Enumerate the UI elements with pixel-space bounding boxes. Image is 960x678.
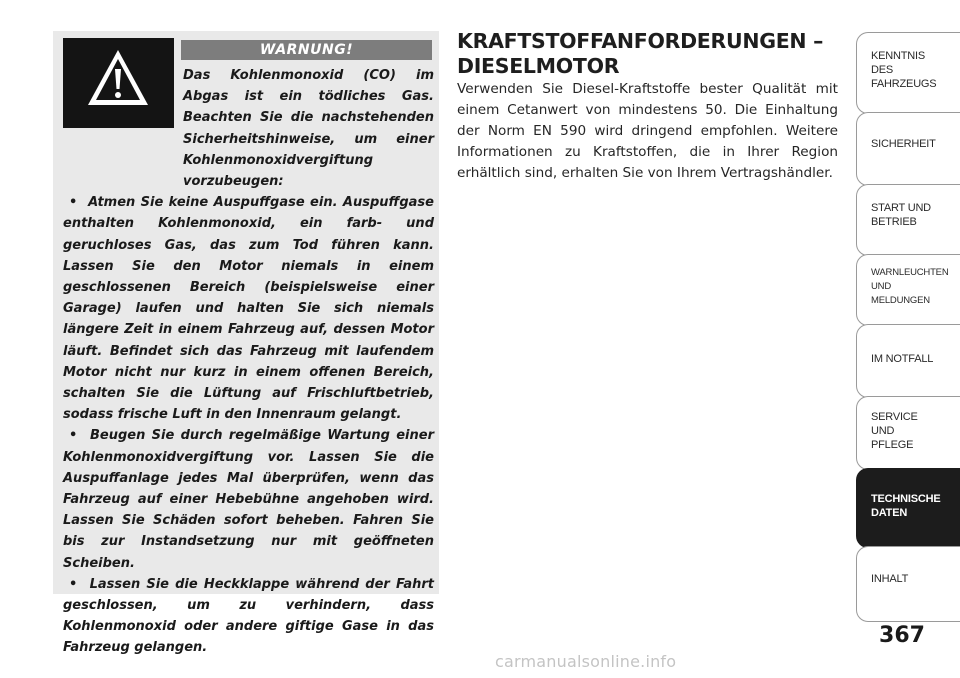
tab-start-und-betrieb[interactable] (856, 184, 960, 256)
tab-service-und-pflege[interactable] (856, 396, 960, 470)
tab-technische-daten[interactable] (856, 468, 960, 548)
tab-label: SICHERHEIT (871, 138, 936, 150)
tab-label: START UND BETRIEB (871, 202, 931, 228)
tab-kenntnis-des-fahrzeugs[interactable] (856, 32, 960, 114)
tab-label: WARNLEUCHTEN UND MELDUNGEN (871, 267, 949, 306)
warning-bullet: • Atmen Sie keine Auspuffgase ein. Auspuffgase enthalten Kohlenmonoxid, ein farb- und geruchloses Gas, das zum Tod führen kann. Lassen Sie den Motor niemals in einem geschlossenen Bereich (beispielsweise einer Garage) laufen und halten Sie sich niemals längere Zeit in einem Fahrzeug auf, dessen Motor läuft. Befindet sich das Fahrzeug mit laufendem Motor nicht nur kurz in einem offenen Bereich, schalten Sie die Lüftung auf Frischluftbetrieb, sodass frische Luft in den Innenraum gelangt. (63, 192, 434, 425)
section-title: KRAFTSTOFFANFORDERUNGEN – DIESELMOTOR (457, 29, 824, 78)
warning-bullet: • Beugen Sie durch regelmäßige Wartung einer Kohlenmonoxidvergiftung vor. Lassen Sie die Auspuffanlage jedes Mal überprüfen, wenn das Fahrzeug auf einer Hebebühne angehoben wird. Lassen Sie Schäden sofort beheben. Fahren Sie bis zur Instandsetzung nur mit geöffneten Scheiben. (63, 425, 434, 573)
warning-header: WARNUNG! (181, 40, 432, 60)
warning-intro: Das Kohlenmonoxid (CO) im Abgas ist ein tödliches Gas. Beachten Sie die nachstehenden Sicherheitshinweise, um einer Kohlenmonoxidvergiftung vorzubeugen: (183, 68, 434, 190)
warning-text (63, 65, 434, 659)
warning-box (53, 31, 439, 656)
tab-label: SERVICE UND PFLEGE (871, 411, 918, 451)
tab-label: KENNTNIS DES FAHRZEUGS (871, 50, 937, 90)
page-number: 367 (879, 623, 925, 648)
tab-im-notfall[interactable] (856, 324, 960, 398)
tab-label: TECHNISCHE DATEN (871, 493, 941, 519)
tab-inhalt[interactable] (856, 546, 960, 622)
tab-label: INHALT (871, 573, 909, 585)
section-body: Verwenden Sie Diesel-Kraftstoffe bester Qualität mit einem Cetanwert von mindestens 50. Die Einhaltung der Norm EN 590 wird dringend empfohlen. Weitere Informationen zu Kraftstoffen, die in Ihrer Region erhältlich sind, erhalten Sie von Ihrem Vertragshändler. (457, 81, 838, 181)
watermark: carmanualsonline.info (495, 652, 677, 671)
tab-warnleuchten-und-meldungen[interactable] (856, 254, 960, 326)
warning-bullet: • Lassen Sie die Heckklappe während der Fahrt geschlossen, um zu verhindern, dass Kohlenmonoxid oder andere giftige Gase in das Fahrzeug gelangen. (63, 574, 434, 659)
tab-label: IM NOTFALL (871, 353, 934, 365)
tab-sicherheit[interactable] (856, 112, 960, 186)
